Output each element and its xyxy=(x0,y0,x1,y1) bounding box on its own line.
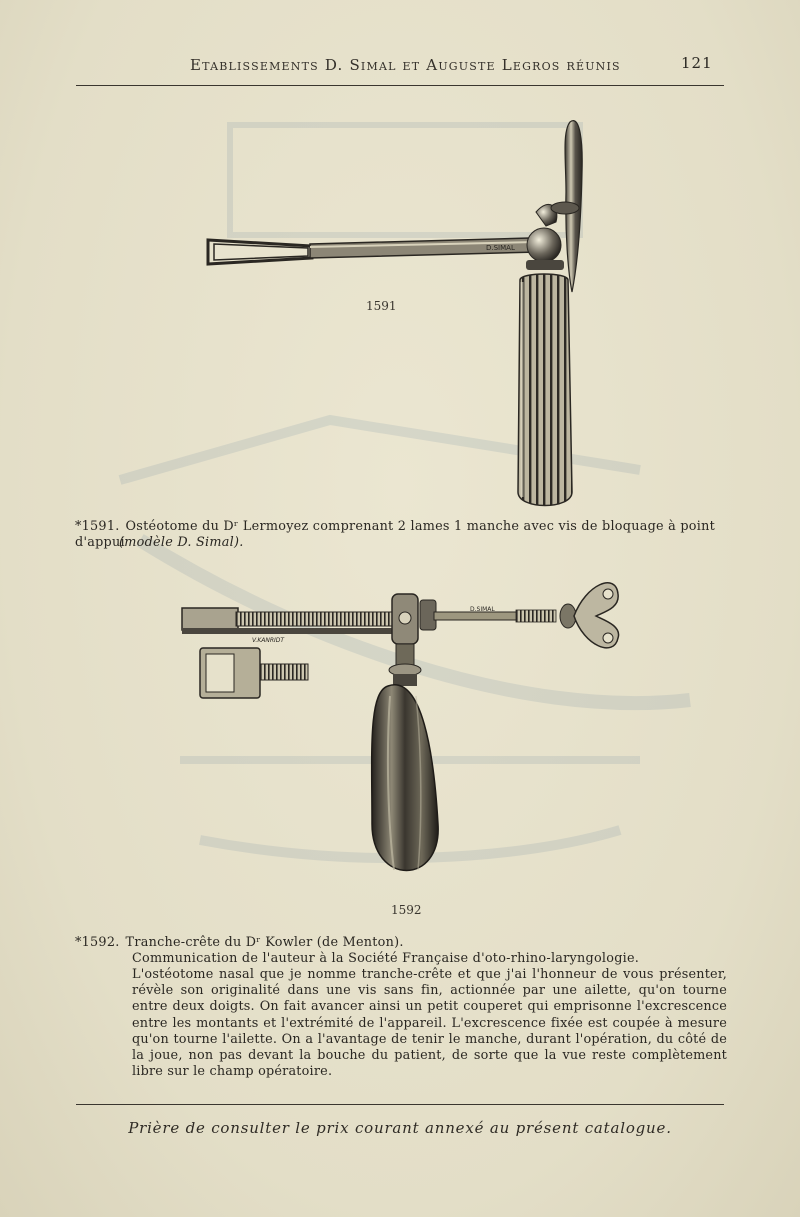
engraving-d-simal-rod: D.SIMAL xyxy=(470,606,495,613)
page-number: 121 xyxy=(681,54,713,72)
caption-1591-model: (modèle D. Simal). xyxy=(119,535,244,550)
osteotome-illustration xyxy=(200,112,620,512)
caption-1592-title: Tranche-crête du Dʳ Kowler (de Menton). xyxy=(125,935,404,950)
footer-rule xyxy=(76,1104,724,1105)
footer-note: Prière de consulter le prix courant annexé au présent catalogue. xyxy=(128,1119,672,1137)
caption-1592-communication: Communication de l'auteur à la Société Française d'oto-rhino-laryngologie. xyxy=(132,951,640,966)
engraving-v-kanridt: V.KANRIDT xyxy=(252,637,285,644)
caption-1592-description: L'ostéotome nasal que je nomme tranche-crête et que j'ai l'honneur de vous présenter, révèle son originalité dans une vis sans fin, actionnée par une ailette, qu'on tourne entre deux doigts. On fait avancer ainsi un petit couperet qui emprisonne l'excrescence entre les montants et l'extrémité de l'appareil. L'excrescence fixée est coupée à mesure qu'on tourne l'ailette. On a l'avantage de tenir le manche, durant l'opération, du côté de la joue, non pas devant la bouche du patient, de sorte que la vue reste complètement libre sur le champ opératoire. xyxy=(132,967,727,1080)
header-rule xyxy=(76,85,724,86)
caption-1591-number: *1591. xyxy=(75,519,120,534)
figure-label-1591: 1591 xyxy=(366,299,397,313)
caption-1591-text: Ostéotome du Dʳ Lermoyez comprenant 2 lames 1 manche avec vis de bloquage à point d'appui xyxy=(75,519,715,550)
running-title: Etablissements D. Simal et Auguste Legros réunis xyxy=(190,56,621,74)
tranche-crete-illustration xyxy=(176,574,636,894)
caption-1592-number: *1592. xyxy=(75,935,120,950)
caption-1592 xyxy=(75,935,735,951)
engraving-d-simal: D.SIMAL xyxy=(486,244,515,252)
figure-label-1592: 1592 xyxy=(391,903,422,917)
